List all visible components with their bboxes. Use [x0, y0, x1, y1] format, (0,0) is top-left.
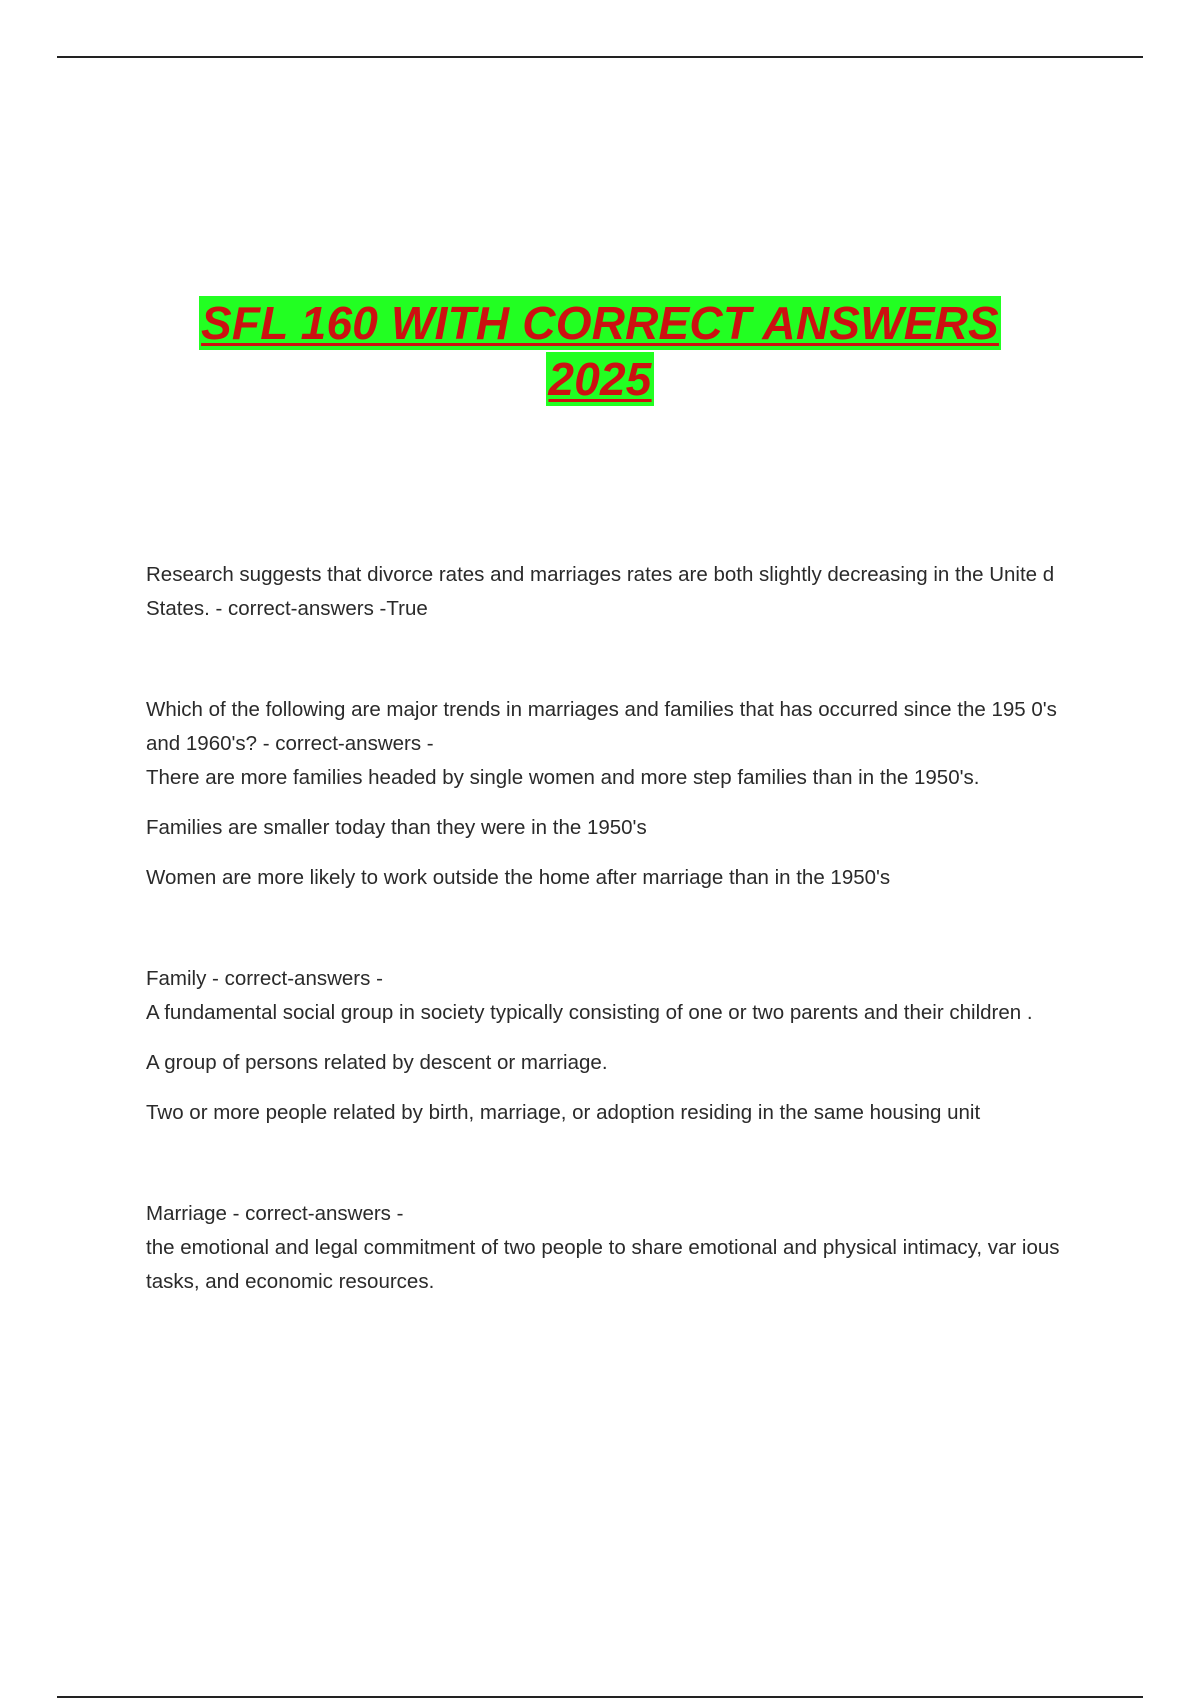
answer-text: Two or more people related by birth, marriage, or adoption residing in the same housing unit — [146, 1101, 981, 1124]
question-text: Marriage - correct-answers - — [146, 1202, 404, 1225]
answer-text: A group of persons related by descent or marriage. — [146, 1051, 608, 1074]
answer-text: Women are more likely to work outside the home after marriage than in the 1950's — [146, 866, 891, 889]
answer-list — [146, 761, 1096, 895]
question-text: Family - correct-answers - — [146, 967, 383, 990]
answer-list — [146, 996, 1096, 1130]
answer-text: Families are smaller today than they were in the 1950's — [146, 816, 647, 839]
title-line-2: 2025 — [548, 353, 652, 405]
answer-text: There are more families headed by single women and more step families than in the 1950's. — [146, 766, 980, 789]
document-title — [0, 296, 1200, 408]
answer-list — [146, 1231, 1096, 1299]
top-rule — [57, 56, 1143, 58]
qa-item — [146, 962, 1096, 1130]
answer-text: the emotional and legal commitment of two people to share emotional and physical intimacy, var ious tasks, and economic resources. — [146, 1236, 1060, 1293]
title-line-1: SFL 160 WITH CORRECT ANSWERS — [201, 297, 999, 349]
qa-item — [146, 1197, 1096, 1299]
qa-item — [146, 693, 1096, 895]
answer-text: A fundamental social group in society typically consisting of one or two parents and their children . — [146, 1001, 1033, 1024]
question-text: Research suggests that divorce rates and marriages rates are both slightly decreasing in the Unite d States. - correct-answers -True — [146, 563, 1055, 620]
qa-item — [146, 558, 1096, 626]
question-text: Which of the following are major trends in marriages and families that has occurred since the 195 0's and 1960's? - correct-answers - — [146, 698, 1057, 755]
bottom-rule — [57, 1696, 1143, 1698]
qa-list — [146, 558, 1096, 1299]
